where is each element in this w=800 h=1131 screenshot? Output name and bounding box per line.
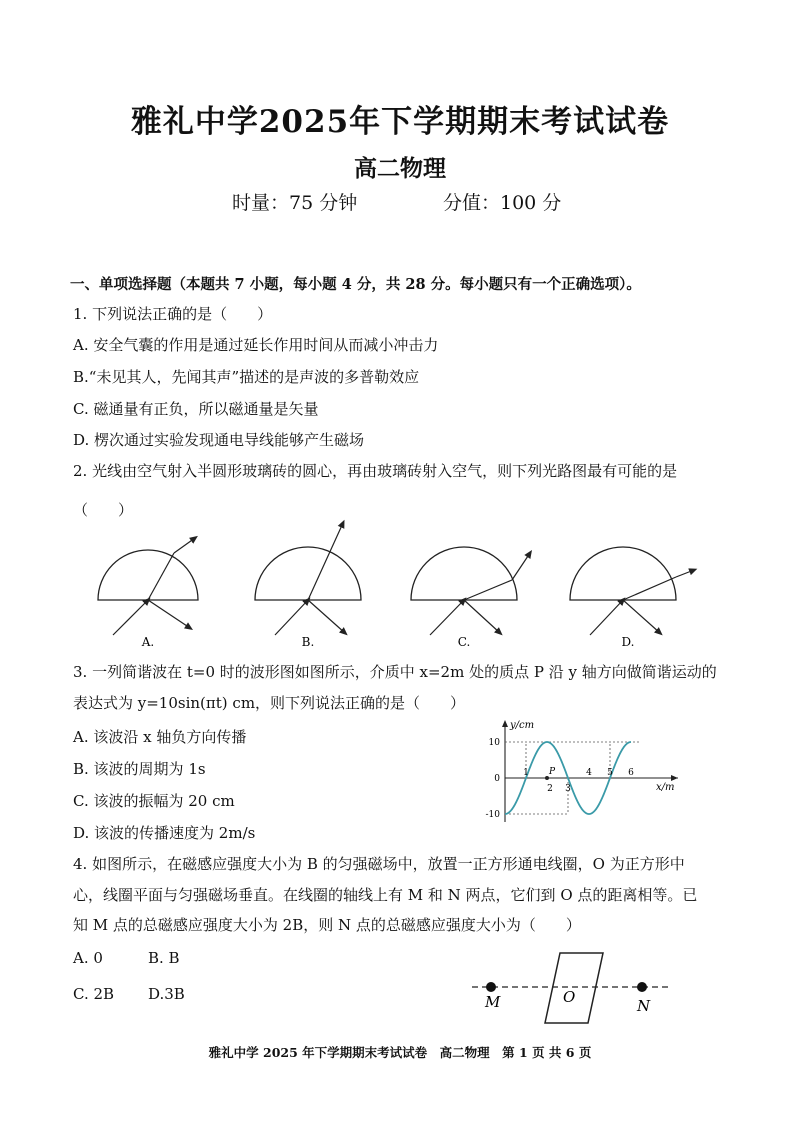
q2-answer-paren: （ ）	[73, 501, 134, 519]
label-m: M	[485, 993, 501, 1011]
q3-option-b: B. 该波的周期为 1s	[73, 760, 206, 778]
q3-stem-line1: 3. 一列简谐波在 t=0 时的波形图如图所示，介质中 x=2m 处的质点 P 沿 y 轴方向做简谐运动的	[73, 663, 717, 681]
diagram-c-label: C.	[457, 635, 471, 649]
q1-option-d: D. 楞次通过实验发现通电导线能够产生磁场	[73, 431, 365, 449]
q1-stem: 1. 下列说法正确的是（ ）	[73, 305, 273, 323]
diagram-a	[98, 538, 198, 635]
x-tick-2: 2	[547, 784, 553, 794]
point-n	[637, 982, 647, 992]
x-tick-4: 4	[586, 768, 592, 778]
exam-title: 雅礼中学2025年下学期期末考试试卷	[130, 104, 670, 140]
y-axis-arrow	[502, 720, 508, 727]
graph-xlabel: x/m	[656, 782, 675, 793]
section-heading: 一、单项选择题（本题共 7 小题，每小题 4 分，共 28 分。每小题只有一个正确选项）。	[70, 276, 641, 293]
y-tick-0: 0	[494, 774, 500, 784]
diagram-a-label: A.	[141, 635, 155, 649]
x-tick-5: 5	[607, 768, 613, 778]
label-o: O	[563, 988, 576, 1006]
q4-stem-line2: 心，线圈平面与匀强磁场垂直。在线圈的轴线上有 M 和 N 两点，它们到 O 点的距离相等。已	[73, 886, 698, 904]
graph-ylabel: y/cm	[510, 720, 535, 731]
exam-subject: 高二物理	[354, 155, 446, 182]
diagram-c	[411, 547, 530, 635]
q2-light-path-diagrams	[0, 515, 800, 655]
y-tick-minus-10: -10	[485, 810, 500, 820]
point-m	[486, 982, 496, 992]
y-tick-10: 10	[488, 738, 500, 748]
x-tick-3: 3	[565, 784, 571, 794]
diagram-d	[570, 547, 694, 635]
q4-option-d: D.3B	[148, 985, 185, 1003]
q4-stem-line1: 4. 如图所示，在磁感应强度大小为 B 的匀强磁场中，放置一正方形通电线圈，O 为正方形中	[73, 855, 685, 873]
q1-option-b: B.“未见其人，先闻其声”描述的是声波的多普勒效应	[73, 368, 420, 386]
diagram-d-label: D.	[621, 635, 635, 649]
q3-option-a: A. 该波沿 x 轴负方向传播	[73, 728, 247, 746]
diagram-b	[255, 523, 361, 635]
q4-coil-diagram	[460, 945, 690, 1030]
q1-option-c: C. 磁通量有正负，所以磁通量是矢量	[73, 400, 319, 418]
q2-stem: 2. 光线由空气射入半圆形玻璃砖的圆心，再由玻璃砖射入空气，则下列光路图最有可能的是	[73, 462, 678, 480]
x-tick-1: 1	[523, 768, 529, 778]
x-tick-6: 6	[628, 768, 634, 778]
q1-option-a: A. 安全气囊的作用是通过延长作用时间从而减小冲击力	[73, 336, 439, 354]
label-n: N	[637, 997, 651, 1015]
q4-option-a: A. 0	[73, 949, 103, 967]
x-axis-arrow	[671, 775, 678, 781]
q3-option-d: D. 该波的传播速度为 2m/s	[73, 824, 256, 842]
q3-wave-graph	[480, 718, 680, 828]
point-p-label: P	[549, 767, 556, 777]
page-footer: 雅礼中学 2025 年下学期期末考试试卷 高二物理 第 1 页 共 6 页	[208, 1045, 592, 1060]
exam-time: 时量：75 分钟	[232, 192, 358, 214]
exam-score: 分值：100 分	[443, 192, 562, 214]
q4-option-c: C. 2B	[73, 985, 115, 1003]
q4-option-b: B. B	[148, 949, 180, 967]
q3-stem-line2: 表达式为 y=10sin(πt) cm，则下列说法正确的是（ ）	[73, 694, 466, 712]
q3-option-c: C. 该波的振幅为 20 cm	[73, 792, 235, 810]
q4-stem-line3: 知 M 点的总磁感应强度大小为 2B，则 N 点的总磁感应强度大小为（ ）	[73, 916, 581, 934]
diagram-b-label: B.	[301, 635, 315, 649]
